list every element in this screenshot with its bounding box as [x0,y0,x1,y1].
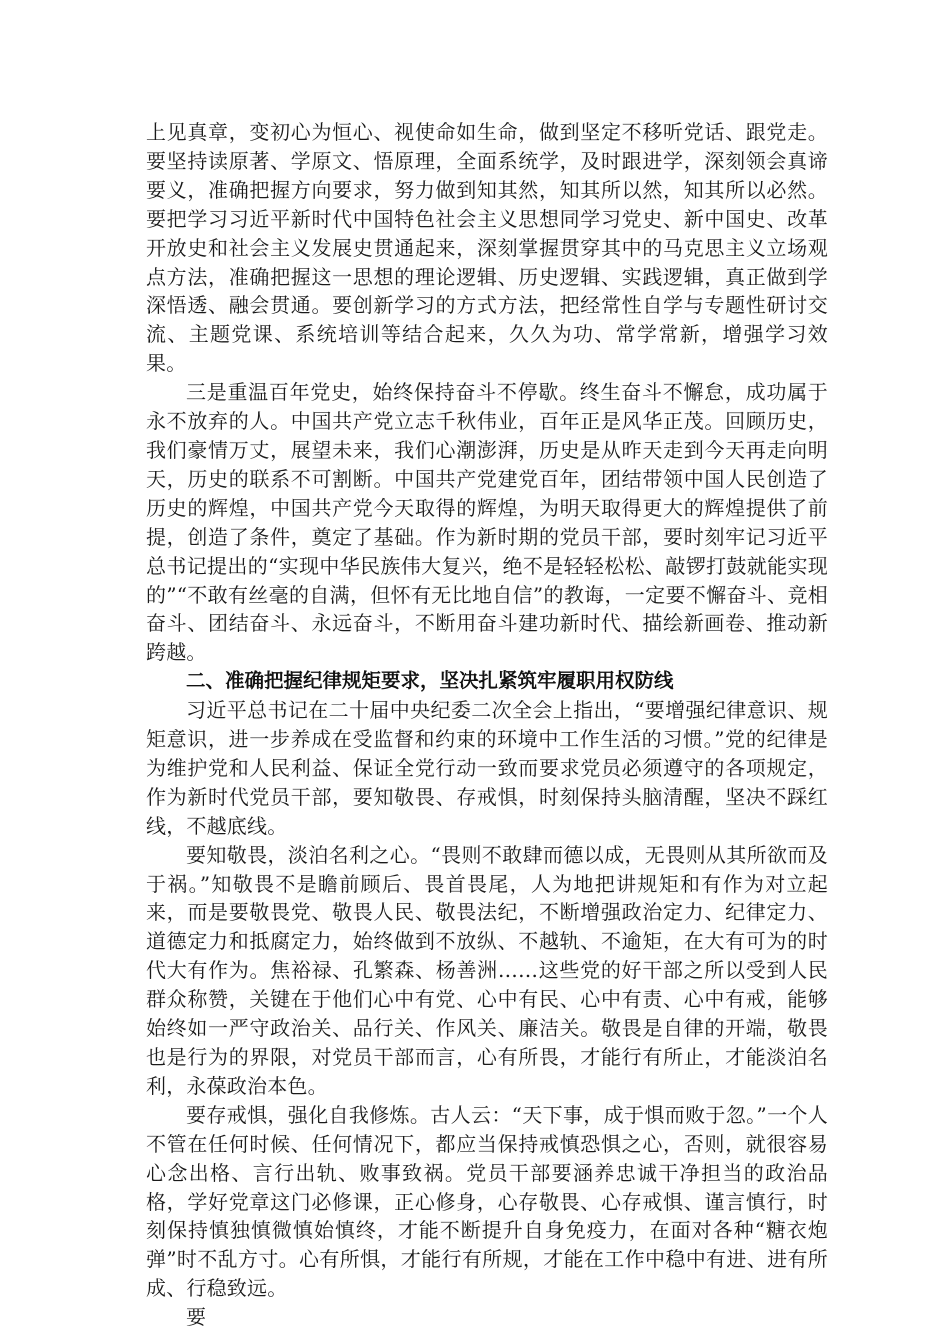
paragraph-party-history: 三是重温百年党史，始终保持奋斗不停歇。终生奋斗不懈怠，成功属于永不放弃的人。中国共产党立志千秋伟业，百年正是风华正茂。回顾历史，我们豪情万丈，展望未来，我们心潮澎湃，历史是从昨天走到今天再走向明天，历史的联系不可割断。中国共产党建党百年，团结带领中国人民创造了历史的辉煌，中国共产党今天取得的辉煌，为明天取得更大的辉煌提供了前提，创造了条件，奠定了基础。作为新时期的党员干部，要时刻牢记习近平总书记提出的“实现中华民族伟大复兴，绝不是轻轻松松、敲锣打鼓就能实现的”“不敢有丝毫的自满，但怀有无比地自信”的教诲，一定要不懈奋斗、竞相奋斗、团结奋斗、永远奋斗，不断用奋斗建功新时代、描绘新画卷、推动新跨越。 [146,380,828,665]
section-heading: 二、准确把握纪律规矩要求，坚决扎紧筑牢履职用权防线 [186,669,674,693]
paragraph-trailing: 要 [186,1305,207,1330]
paragraph-continued: 上见真章，变初心为恒心、视使命如生命，做到坚定不移听党话、跟党走。要坚持读原著、学原文、悟原理，全面系统学，及时跟进学，深刻领会真谛要义，准确把握方向要求，努力做到知其然，知其所以然，知其所以必然。要把学习习近平新时代中国特色社会主义思想同学习党史、新中国史、改革开放史和社会主义发展史贯通起来，深刻掌握贯穿其中的马克思主义立场观点方法，准确把握这一思想的理论逻辑、历史逻辑、实践逻辑，真正做到学深悟透、融会贯通。要创新学习的方式方法，把经常性自学与专题性研讨交流、主题党课、系统培训等结合起来，久久为功、常学常新，增强学习效果。 [146,120,828,376]
paragraph-reverence: 要知敬畏，淡泊名利之心。“畏则不敢肆而德以成，无畏则从其所欲而及于祸。”知敬畏不是瞻前顾后、畏首畏尾，人为地把讲规矩和有作为对立起来，而是要敬畏党、敬畏人民、敬畏法纪，不断增强政治定力、纪律定力、道德定力和抵腐定力，始终做到不放纵、不越轨、不逾矩，在大有可为的时代大有作为。焦裕禄、孔繁森、杨善洲……这些党的好干部之所以受到人民群众称赞，关键在于他们心中有党、心中有民、心中有责、心中有戒，能够始终如一严守政治关、品行关、作风关、廉洁关。敬畏是自律的开端，敬畏也是行为的界限，对党员干部而言，心有所畏，才能行有所止，才能淡泊名利，永葆政治本色。 [146,842,828,1098]
paragraph-discipline-intro: 习近平总书记在二十届中央纪委二次全会上指出，“要增强纪律意识、规矩意识，进一步养成在受监督和约束的环境中工作生活的习惯。”党的纪律是为维护党和人民利益、保证全党行动一致而要求党员必须遵守的各项规定，作为新时代党员干部，要知敬畏、存戒惧，时刻保持头脑清醒，坚决不踩红线，不越底线。 [146,698,828,838]
paragraph-vigilance: 要存戒惧，强化自我修炼。古人云：“天下事，成于惧而败于忽。”一个人不管在任何时候、任何情况下，都应当保持戒慎恐惧之心，否则，就很容易心念出格、言行出轨、败事致祸。党员干部要涵养忠诚干净担当的政治品格，学好党章这门必修课，正心修身，心存敬畏、心存戒惧、谨言慎行，时刻保持慎独慎微慎始慎终，才能不断提升自身免疫力，在面对各种“糖衣炮弹”时不乱方寸。心有所惧，才能行有所规，才能在工作中稳中有进、进有所成、行稳致远。 [146,1102,828,1301]
document-body [146,118,828,1332]
